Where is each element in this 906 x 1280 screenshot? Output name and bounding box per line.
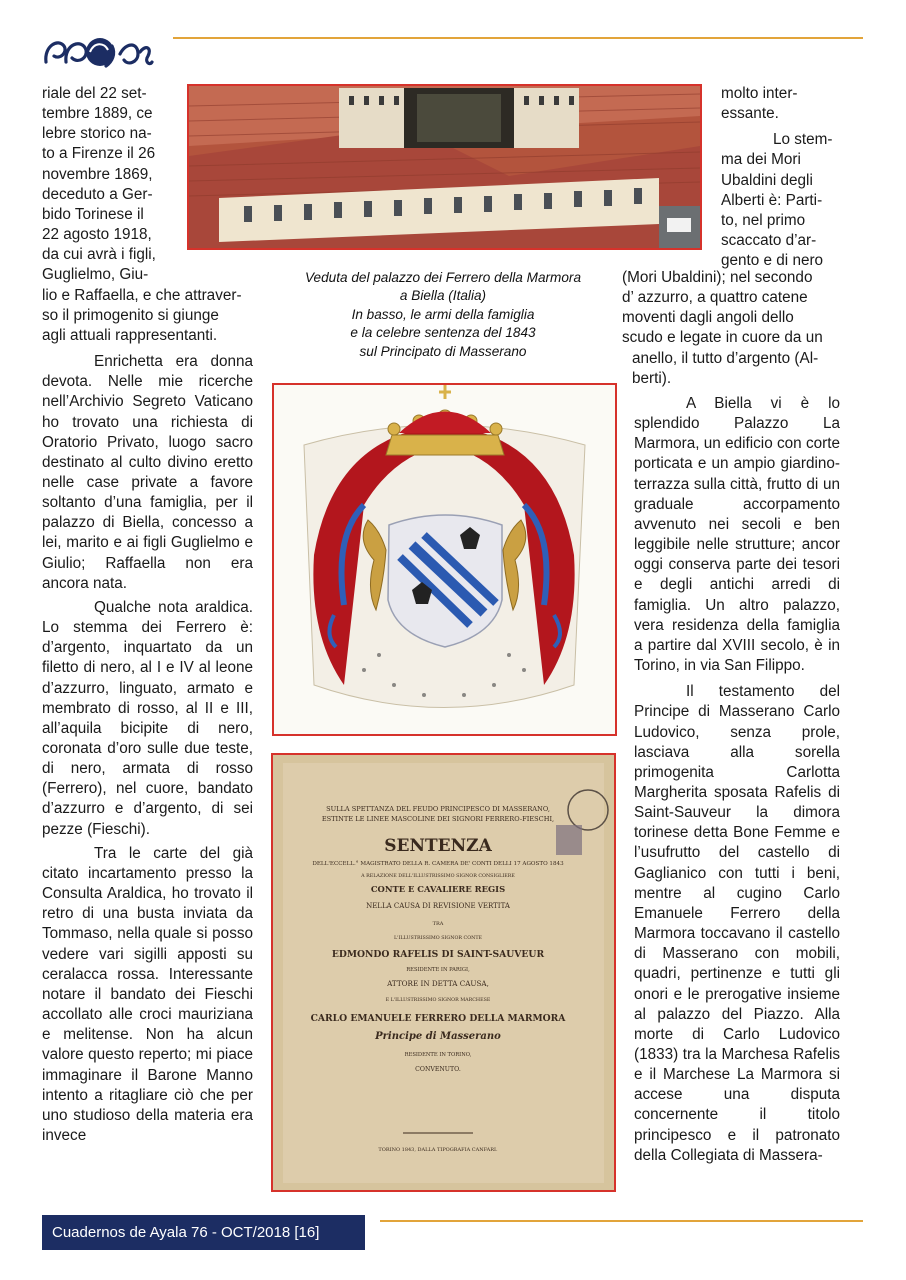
text-line: agli attuali rappresentanti. <box>42 326 218 344</box>
right-column <box>622 268 840 389</box>
doc-line: E L'ILLUSTRISSIMO SIGNOR MARCHESE <box>385 998 491 1003</box>
caption-line: sul Principato di Masserano <box>359 343 527 359</box>
caption-line: a Biella (Italia) <box>399 288 487 304</box>
doc-line: TORINO 1843, DALLA TIPOGRAFIA CANFARI. <box>378 1147 498 1153</box>
caption-line: Veduta del palazzo dei Ferrero della Marmora <box>304 270 582 285</box>
doc-line: Principe di Masserano <box>375 1031 501 1042</box>
doc-line: A RELAZIONE DELL'ILLUSTRISSIMO SIGNOR CONSIGLIERE <box>361 874 515 879</box>
text-line: berti). <box>632 369 672 387</box>
palazzo-aerial-photo <box>187 84 702 250</box>
right-column-lower <box>634 394 840 1166</box>
text-line: essante. <box>721 105 779 123</box>
text-line: lebre storico na- <box>42 125 152 143</box>
doc-line: RESIDENTE IN TORINO, <box>404 1052 472 1058</box>
doc-line: NELLA CAUSA DI REVISIONE VERTITA <box>366 902 510 910</box>
text-line: da cui avrà i figli, <box>42 246 156 264</box>
doc-line: SENTENZA <box>384 836 492 856</box>
text-line: gento e di nero <box>721 252 824 270</box>
text-line: to, nel primo <box>721 211 806 229</box>
doc-line: CONVENUTO. <box>415 1066 461 1073</box>
paragraph: Enrichetta era donna devota. Nelle mie ricerche nell’Archivio Segreto Vaticano ho trovato una richiesta di Oratorio Privato, luogo sacro destinato al culto divino eretto nelle case private a favore soltanto d’una famiglia, per il palazzo di Biella, concesso a lei, marito e ai figli Guglielmo e Giulio; Raffaella non era ancora nata. <box>42 353 253 592</box>
doc-line: ESTINTE LE LINEE MASCOLINE DEI SIGNORI FERRERO-FIESCHI, <box>321 815 555 823</box>
text-line: Ubaldini degli <box>721 171 813 189</box>
text-line: Guglielmo, Giu- <box>42 266 149 284</box>
paragraph: Il testamento del Principe di Masserano Carlo Ludovico, senza prole, lasciava alla sorella primogenita Carlotta Margherita sposata Rafelis di Saint-Sauveur la dimora torinese detta Bone Femme e l’usufrutto del castello di Gaglianico con tutti i beni, mentre al cugino Carlo Emanuele Ferrero della Marmora toccavano il castello di Masserano con mobili, quadri, pertinenze e tutti gli onori e le prerogative insieme al palazzo del Piazzo. Alla morte di Carlo Ludovico (1833) tra la Marchesa Rafelis e il Marchese La Marmora si accese una disputa concernente il titolo principesco e il patronato della Collegiata di Massera- <box>634 683 840 1164</box>
text-line: novembre 1869, <box>42 165 153 183</box>
text-line: molto inter- <box>721 85 798 102</box>
text-line: so il primogenito si giunge <box>42 306 219 324</box>
doc-line: CARLO EMANUELE FERRERO DELLA MARMORA <box>310 1013 566 1024</box>
paragraph: Qualche nota araldica. Lo stemma dei Ferrero è: d’argento, inquartato da un filetto di nero, al I e IV al leone d’azzurro, linguato, armato e membrato di rosso, al II e III, all’aquila bicipite di nero, coronata d’oro sulle due teste, di nero, armata di rosso (Ferrero), nel cuore, bandato d’azzurro e d’argento, di sei pezze (Fieschi). <box>42 598 253 838</box>
doc-line: CONTE E CAVALIERE REGIS <box>370 884 506 894</box>
footer-issue-label: Cuadernos de Ayala 76 - OCT/2018 [16] <box>42 1215 365 1250</box>
caption-line: In basso, le armi della famiglia <box>351 306 535 322</box>
text-line: d’ azzurro, a quattro catene <box>622 289 808 307</box>
footer-rule <box>380 1220 863 1222</box>
figure-caption <box>284 269 602 361</box>
text-line: Alberti è: Parti- <box>721 191 823 209</box>
text-line: Lo stem- <box>773 131 833 149</box>
coat-of-arms-image <box>272 383 617 736</box>
paragraph: Tra le carte del già citato incartamento presso la Consulta Araldica, ho trovato il retro di una busta inviata da Tommaso, nella quale si posso vedere vari sigilli apposti su ceralacca rossa. Interessante notare il bandato dei Fieschi accollato alle croci mauriziana e melitense. Non ha alcun valore questo reperto; mi piace immaginare il Barone Manno intento a ritagliare ciò che per uno studioso della materia era invece <box>42 844 253 1144</box>
text-line: bido Torinese il <box>42 205 144 223</box>
doc-line: L'ILLUSTRISSIMO SIGNOR CONTE <box>393 936 483 941</box>
paragraph: A Biella vi è lo splendido Palazzo La Marmora, un edificio con corte porticata e un ampio giardino-terrazza sulla città, frutto di un graduale accorpamento avvenuto nei secoli e ben leggibile nelle strutture; ancor oggi conserva parte dei tesori e degli antichi arredi di famiglia. Un altro palazzo, vera residenza della famiglia a partire dal XVIII secolo, è in Torino, in via San Filippo. <box>634 395 840 675</box>
header-rule <box>173 37 863 39</box>
ayala-wave-logo-icon <box>42 32 154 74</box>
text-line: tembre 1889, ce <box>42 105 153 123</box>
text-line: ma dei Mori <box>721 151 801 169</box>
text-line: scudo e legate in cuore da un <box>622 329 823 347</box>
text-line: moventi dagli angoli dello <box>622 309 794 327</box>
text-line: riale del 22 set- <box>42 85 147 102</box>
text-line: scaccato d’ar- <box>721 232 817 250</box>
sentenza-document-image <box>271 753 616 1192</box>
narrow-intro <box>42 84 168 286</box>
text-line: (Mori Ubaldini); nel secondo <box>622 269 813 286</box>
text-line: 22 agosto 1918, <box>42 226 152 244</box>
text-line: lio e Raffaella, e che attraver- <box>42 286 242 304</box>
doc-line: SULLA SPETTANZA DEL FEUDO PRINCIPESCO DI MASSERANO, <box>326 805 550 813</box>
caption-line: e la celebre sentenza del 1843 <box>350 325 536 341</box>
text-line: to a Firenze il 26 <box>42 145 156 163</box>
text-line: deceduto a Ger- <box>42 185 153 203</box>
doc-line: ATTORE IN DETTA CAUSA, <box>387 979 489 988</box>
doc-line: DELL'ECCELL.° MAGISTRATO DELLA R. CAMERA DE' CONTI DELLI 17 AGOSTO 1843 <box>312 861 564 867</box>
right-column-narrow <box>721 84 840 271</box>
doc-line: TRA <box>432 921 444 927</box>
doc-line: EDMONDO RAFELIS DI SAINT-SAUVEUR <box>331 949 545 960</box>
doc-line: RESIDENTE IN PARIGI, <box>406 967 470 973</box>
text-line: anello, il tutto d’argento (Al- <box>632 349 819 367</box>
